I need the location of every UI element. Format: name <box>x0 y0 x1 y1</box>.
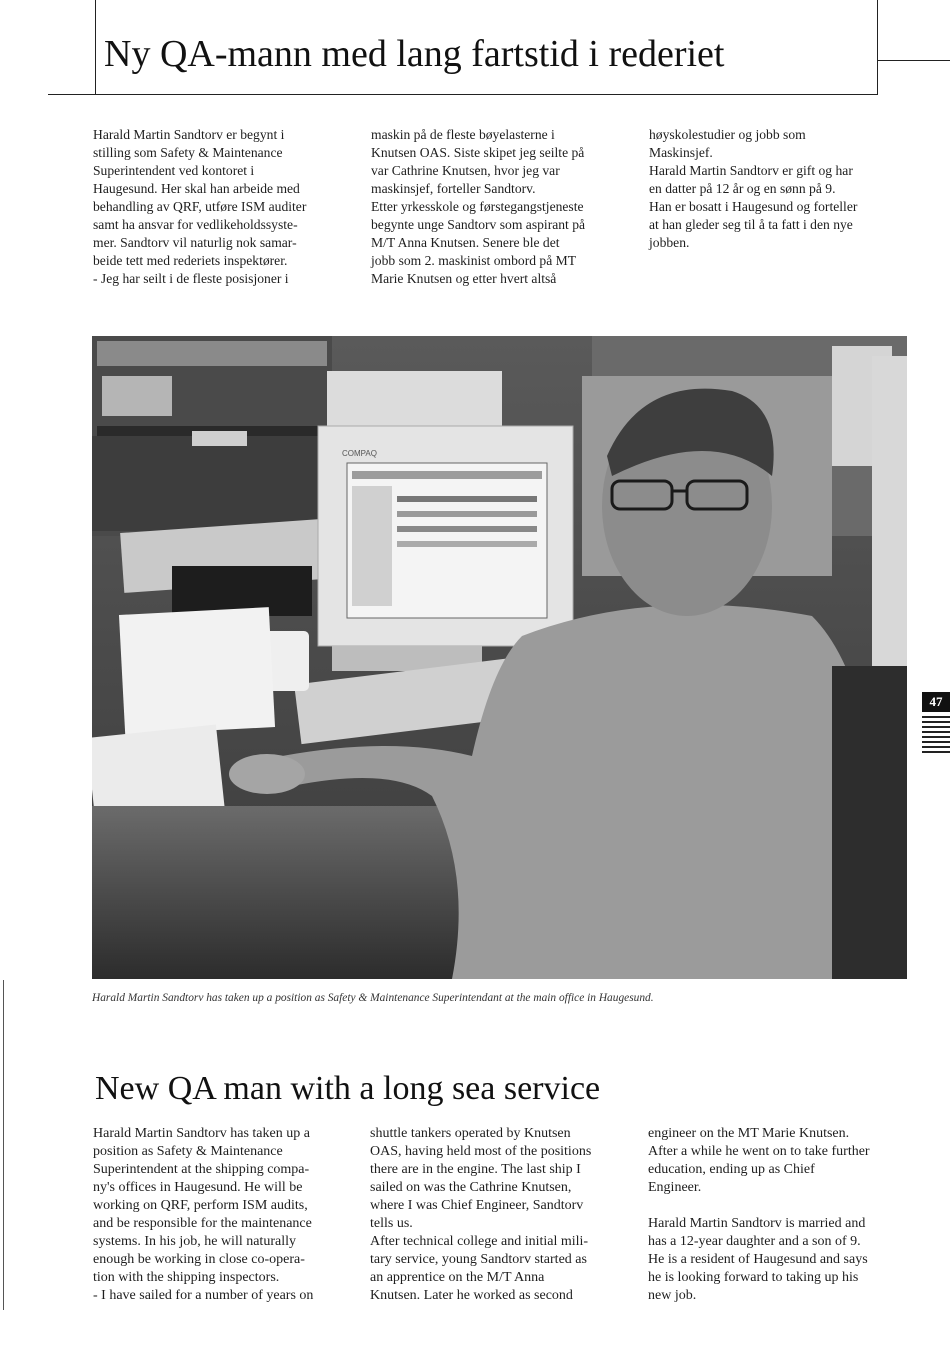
text-line <box>648 1197 913 1215</box>
text-line: en datter på 12 år og en sønn på 9. <box>649 181 836 196</box>
office-photo-illustration <box>92 336 907 979</box>
english-column-2 <box>370 1125 640 1305</box>
text-line: an apprentice on the M/T Anna <box>370 1270 545 1285</box>
text-line: working on QRF, perform ISM audits, <box>93 1198 308 1213</box>
norwegian-column-3 <box>649 126 911 252</box>
text-line: where I was Chief Engineer, Sandtorv <box>370 1198 584 1213</box>
english-title: New QA man with a long sea service <box>95 1070 601 1107</box>
text-line: tary service, young Sandtorv started as <box>370 1252 587 1267</box>
text-line: ny's offices in Haugesund. He will be <box>93 1180 303 1195</box>
header-rule-left-vertical <box>95 0 96 95</box>
text-line: Engineer. <box>648 1180 702 1195</box>
text-line: Superintendent at the shipping compa- <box>93 1162 310 1177</box>
page-number: 47 <box>922 692 950 712</box>
text-line: engineer on the MT Marie Knutsen. <box>648 1126 850 1141</box>
text-line: høyskolestudier og jobb som <box>649 127 806 142</box>
text-line: behandling av QRF, utføre ISM auditer <box>93 199 307 214</box>
text-line: new job. <box>648 1288 697 1303</box>
photo-caption: Harald Martin Sandtorv has taken up a position as Safety & Maintenance Superintendant at the main office in Haugesund. <box>92 992 654 1004</box>
text-line: - I have sailed for a number of years on <box>93 1288 314 1303</box>
text-line: tells us. <box>370 1216 413 1231</box>
text-line: Harald Martin Sandtorv er gift og har <box>649 163 853 178</box>
text-line: Knutsen OAS. Siste skipet jeg seilte på <box>371 145 585 160</box>
text-line: Han er bosatt i Haugesund og forteller <box>649 199 858 214</box>
text-line: position as Safety & Maintenance <box>93 1144 283 1159</box>
office-photo <box>92 336 907 979</box>
text-line: begynte unge Sandtorv som aspirant på <box>371 217 586 232</box>
text-line: Harald Martin Sandtorv is married and <box>648 1216 866 1231</box>
text-line: there are in the engine. The last ship I <box>370 1162 581 1177</box>
text-line: has a 12-year daughter and a son of 9. <box>648 1234 861 1249</box>
text-line: shuttle tankers operated by Knutsen <box>370 1126 571 1141</box>
text-line: Knutsen. Later he worked as second <box>370 1288 573 1303</box>
text-line: Harald Martin Sandtorv has taken up a <box>93 1126 310 1141</box>
text-line: jobben. <box>649 235 690 250</box>
header-rule-bottom <box>48 94 878 95</box>
norwegian-column-1 <box>93 126 363 288</box>
text-line: sailed on was the Cathrine Knutsen, <box>370 1180 572 1195</box>
text-line: Etter yrkesskole og førstegangstjeneste <box>371 199 584 214</box>
text-line: OAS, having held most of the positions <box>370 1144 592 1159</box>
text-line: at han gleder seg til å ta fatt i den nye <box>649 217 853 232</box>
text-line: Maskinsjef. <box>649 145 713 160</box>
text-line: samt ha ansvar for vedlikeholdssyste- <box>93 217 298 232</box>
text-line: Harald Martin Sandtorv er begynt i <box>93 127 285 142</box>
text-line: education, ending up as Chief <box>648 1162 815 1177</box>
text-line: maskin på de fleste bøyelasterne i <box>371 127 555 142</box>
english-column-1 <box>93 1125 363 1305</box>
text-line: enough be working in close co-opera- <box>93 1252 305 1267</box>
text-line: beide tett med rederiets inspektører. <box>93 253 288 268</box>
text-line: var Cathrine Knutsen, hvor jeg var <box>371 163 560 178</box>
text-line: tion with the shipping inspectors. <box>93 1270 280 1285</box>
text-line: After technical college and initial mili- <box>370 1234 589 1249</box>
norwegian-title: Ny QA-mann med lang fartstid i rederiet <box>104 33 725 75</box>
text-line: He is a resident of Haugesund and says <box>648 1252 868 1267</box>
text-line: - Jeg har seilt i de fleste posisjoner i <box>93 271 289 286</box>
text-line: Superintendent ved kontoret i <box>93 163 255 178</box>
text-line: maskinsjef, forteller Sandtorv. <box>371 181 536 196</box>
norwegian-column-2 <box>371 126 641 288</box>
text-line: M/T Anna Knutsen. Senere ble det <box>371 235 560 250</box>
text-line: and be responsible for the maintenance <box>93 1216 312 1231</box>
text-line: he is looking forward to taking up his <box>648 1270 859 1285</box>
header-rule-right-vertical <box>877 0 878 95</box>
text-line: mer. Sandtorv vil naturlig nok samar- <box>93 235 297 250</box>
english-column-3 <box>648 1125 913 1305</box>
text-line: jobb som 2. maskinist ombord på MT <box>371 253 577 268</box>
text-line: Haugesund. Her skal han arbeide med <box>93 181 300 196</box>
monitor-brand-label: COMPAQ <box>342 449 377 458</box>
text-line: Marie Knutsen og etter hvert altså <box>371 271 557 286</box>
binding-edge-line <box>3 980 4 1310</box>
text-line: stilling som Safety & Maintenance <box>93 145 283 160</box>
page-tab-lines <box>922 716 950 756</box>
header-rule-right-extension <box>877 60 950 61</box>
text-line: systems. In his job, he will naturally <box>93 1234 296 1249</box>
text-line: After a while he went on to take further <box>648 1144 870 1159</box>
